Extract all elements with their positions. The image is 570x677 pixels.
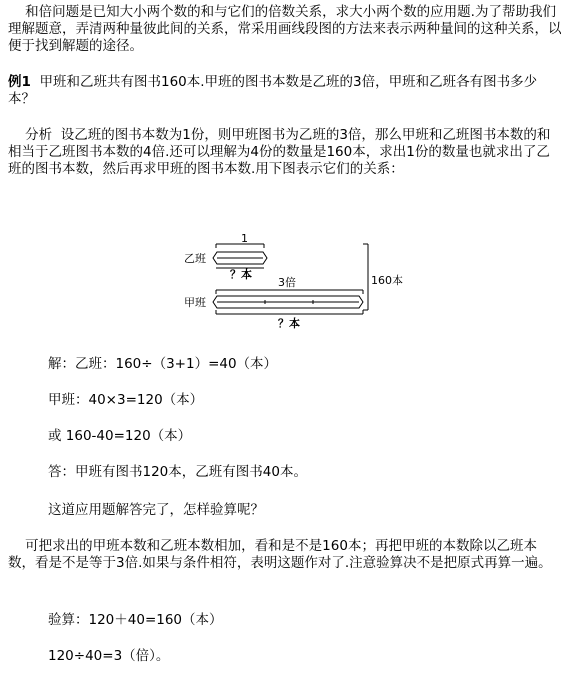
check-explanation: 可把求出的甲班本数和乙班本数相加，看和是不是160本；再把甲班的本数除以乙班本数，看是不是等于3倍.如果与条件相符，表明这题作对了.注意验算决不是把原式再算一遍。	[8, 538, 552, 571]
total-label: 160本	[371, 274, 403, 287]
analysis-paragraph: 分析 设乙班的图书本数为1份，则甲班图书为乙班的3倍，那么甲班和乙班图书本数的和相当于乙班图书本数的4倍.还可以理解为4份的数量是160本，求出1份的数量也就求出了乙班的图书本数，然后再求甲班的图书本数.用下图表示它们的关系：	[8, 127, 551, 177]
solution-line-1: 解：乙班：160÷（3+1）=40（本）	[48, 356, 278, 372]
answer-line: 答：甲班有图书120本，乙班有图书40本。	[48, 464, 307, 480]
class-a-label: 甲班	[184, 296, 206, 309]
example-label: 例1	[8, 74, 31, 90]
unknown-a-label: ？本	[278, 317, 300, 330]
example-text: 甲班和乙班共有图书160本.甲班的图书本数是乙班的3倍，甲班和乙班各有图书多少本？	[8, 74, 538, 107]
one-part-label: 1	[241, 232, 248, 245]
solution-line-2: 甲班：40×3=120（本）	[48, 392, 204, 408]
verify-line-1: 验算：120＋40=160（本）	[48, 612, 223, 628]
question-line: 这道应用题解答完了，怎样验算呢？	[48, 502, 264, 518]
solution-line-3: 或 160-40=120（本）	[48, 428, 192, 444]
line-segment-diagram	[170, 228, 420, 338]
example-paragraph	[8, 74, 562, 108]
verify-line-2: 120÷40=3（倍）。	[48, 648, 170, 664]
class-b-label: 乙班	[184, 252, 206, 265]
unknown-b-label: ？本	[230, 268, 252, 281]
three-parts-label: 3倍	[278, 276, 296, 289]
intro-paragraph: 和倍问题是已知大小两个数的和与它们的倍数关系，求大小两个数的应用题.为了帮助我们理解题意，弄清两种量彼此间的关系，常采用画线段图的方法来表示两种量间的这种关系，以便于找到解题的途径。	[8, 4, 562, 54]
